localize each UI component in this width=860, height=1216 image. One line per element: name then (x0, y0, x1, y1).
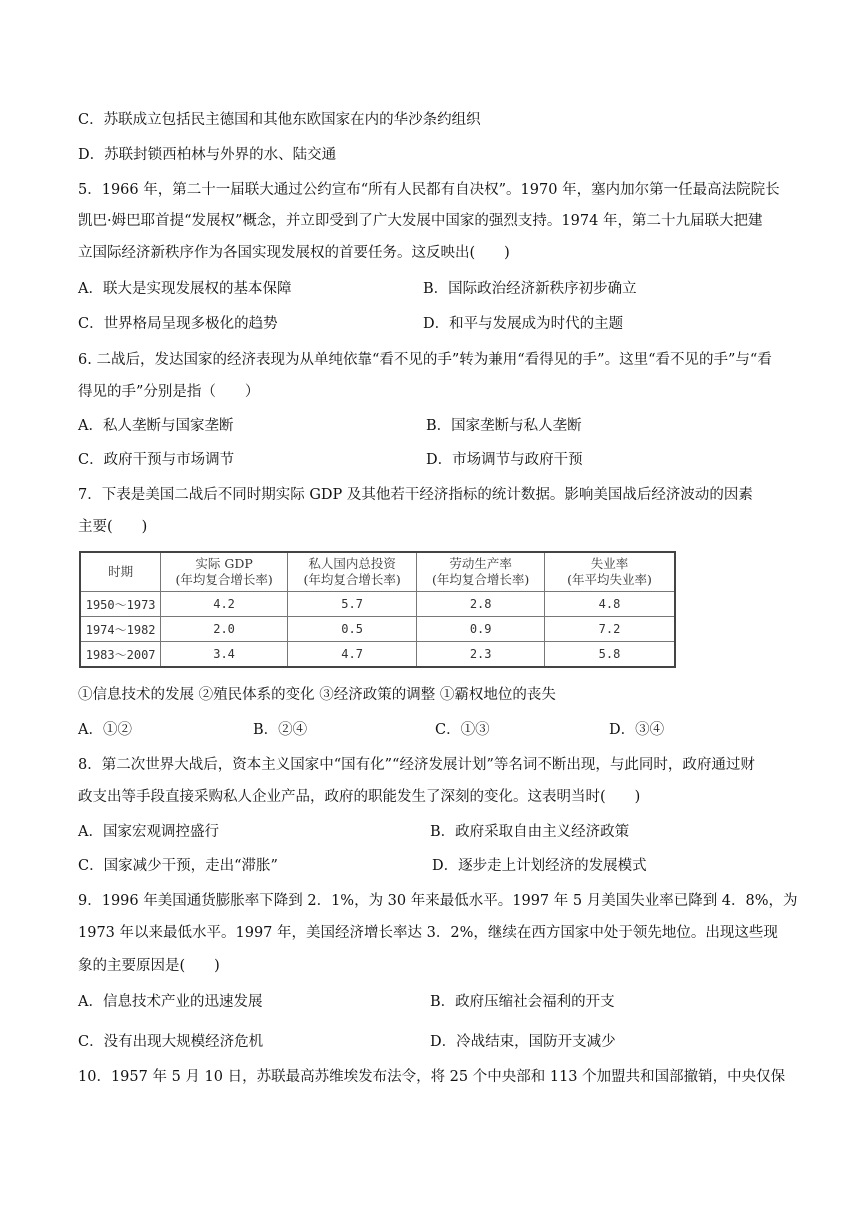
table-cell: 7.2 (544, 617, 675, 642)
table-cell: 4.7 (287, 642, 417, 668)
q5-option-c: C．世界格局呈现多极化的趋势 (78, 316, 278, 332)
table-row (80, 642, 675, 668)
q4-option-c: C．苏联成立包括民主德国和其他东欧国家在内的华沙条约组织 (78, 112, 481, 128)
q6-option-a: A．私人垄断与国家垄断 (78, 418, 234, 434)
table-cell: 3.4 (161, 642, 288, 668)
q6-stem-line-2: 得见的手”分别是指（ ） (78, 384, 260, 400)
q8-stem-line-2: 政支出等手段直接采购私人企业产品，政府的职能发生了深刻的变化。这表明当时( ) (78, 789, 641, 805)
header-labor-productivity: 劳动生产率 (年均复合增长率) (417, 552, 545, 592)
table-cell: 1950～1973 (80, 592, 161, 617)
q8-option-c: C．国家减少干预，走出“滞胀” (78, 858, 278, 874)
q9-option-b: B．政府压缩社会福利的开支 (430, 994, 615, 1010)
q4-option-d: D．苏联封锁西柏林与外界的水、陆交通 (78, 147, 337, 163)
table-cell: 4.2 (161, 592, 288, 617)
table-row (80, 592, 675, 617)
table-row (80, 617, 675, 642)
q9-stem-line-1: 9．1996 年美国通货膨胀率下降到 2．1%，为 30 年来最低水平。1997 年 5 月美国失业率已降到 4．8%，为 (78, 893, 798, 909)
header-real-gdp: 实际 GDP (年均复合增长率) (161, 552, 288, 592)
q5-option-d: D．和平与发展成为时代的主题 (423, 316, 624, 332)
q6-stem-line-1: 6. 二战后，发达国家的经济表现为从单纯依靠“看不见的手”转为兼用“看得见的手”。这里“看不见的手”与“看 (78, 352, 772, 368)
q5-stem-line-1: 5．1966 年，第二十一届联大通过公约宣布“所有人民都有自决权”。1970 年，塞内加尔第一任最高法院院长 (78, 182, 780, 198)
table-cell: 5.8 (544, 642, 675, 668)
q9-stem-line-3: 象的主要原因是( ) (78, 958, 220, 974)
q9-option-d: D．冷战结束，国防开支减少 (430, 1034, 616, 1050)
table-cell: 0.5 (287, 617, 417, 642)
table-cell: 5.7 (287, 592, 417, 617)
q7-option-a: A．①② (78, 722, 132, 738)
header-private-investment: 私人国内总投资 (年均复合增长率) (287, 552, 417, 592)
q7-statement-items: ①信息技术的发展 ②殖民体系的变化 ③经济政策的调整 ①霸权地位的丧失 (78, 687, 556, 703)
q9-option-c: C．没有出现大规模经济危机 (78, 1034, 264, 1050)
header-period: 时期 (80, 552, 161, 592)
q7-option-c: C．①③ (435, 722, 490, 738)
q7-statistics-table (79, 551, 676, 668)
header-unemployment-rate: 失业率 (年平均失业率) (544, 552, 675, 592)
table-cell: 2.0 (161, 617, 288, 642)
q5-option-b: B．国际政治经济新秩序初步确立 (423, 281, 637, 297)
q8-option-d: D．逐步走上计划经济的发展模式 (432, 858, 647, 874)
q7-option-b: B．②④ (253, 722, 308, 738)
q8-stem-line-1: 8．第二次世界大战后，资本主义国家中“国有化”“经济发展计划”等名词不断出现，与此同时，政府通过财 (78, 757, 755, 773)
q5-stem-line-2: 凯巴·姆巴耶首提“发展权”概念，并立即受到了广大发展中国家的强烈支持。1974 年，第二十九届联大把建 (78, 213, 763, 229)
q7-stem-line-1: 7．下表是美国二战后不同时期实际 GDP 及其他若干经济指标的统计数据。影响美国战后经济波动的因素 (78, 487, 753, 503)
q9-option-a: A．信息技术产业的迅速发展 (78, 994, 263, 1010)
q10-stem-line-1: 10．1957 年 5 月 10 日，苏联最高苏维埃发布法令，将 25 个中央部和 113 个加盟共和国部撤销，中央仅保 (78, 1069, 786, 1085)
q8-option-b: B．政府采取自由主义经济政策 (430, 824, 630, 840)
q8-option-a: A．国家宏观调控盛行 (78, 824, 219, 840)
q7-stem-line-2: 主要( ) (78, 519, 148, 535)
table-cell: 2.8 (417, 592, 545, 617)
q9-stem-line-2: 1973 年以来最低水平。1997 年，美国经济增长率达 3．2%，继续在西方国家中处于领先地位。出现这些现 (78, 925, 778, 941)
q6-option-c: C．政府干预与市场调节 (78, 452, 235, 468)
q5-option-a: A．联大是实现发展权的基本保障 (78, 281, 292, 297)
q6-option-b: B．国家垄断与私人垄断 (426, 418, 582, 434)
q7-option-d: D．③④ (609, 722, 665, 738)
table-header-row (80, 552, 675, 592)
table-cell: 1974～1982 (80, 617, 161, 642)
table-cell: 0.9 (417, 617, 545, 642)
table-cell: 2.3 (417, 642, 545, 668)
table-cell: 4.8 (544, 592, 675, 617)
table-cell: 1983～2007 (80, 642, 161, 668)
q5-stem-line-3: 立国际经济新秩序作为各国实现发展权的首要任务。这反映出( ) (78, 245, 510, 261)
q6-option-d: D．市场调节与政府干预 (426, 452, 583, 468)
